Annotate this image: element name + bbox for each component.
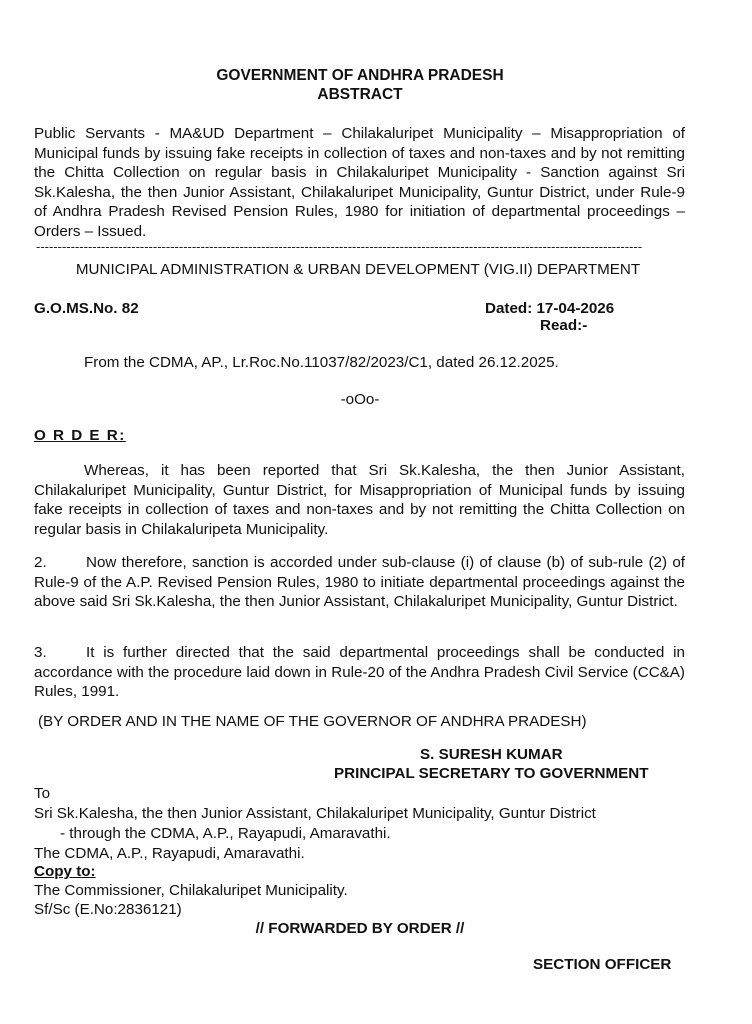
- paragraph-2-number: 2.: [34, 554, 47, 571]
- signatory-name: S. SURESH KUMAR: [420, 746, 563, 763]
- addressee-line: - through the CDMA, A.P., Rayapudi, Amaravathi.: [60, 825, 391, 842]
- section-officer: SECTION OFFICER: [533, 956, 672, 973]
- order-paragraph-3: [34, 643, 685, 702]
- abstract-body: Public Servants - MA&UD Department – Chilakaluripet Municipality – Misappropriation of Municipal funds by issuing fake receipts in collection of taxes and non-taxes and by not remitting the Chitta Collection on regular basis in Chilakaluripet Municipality - Sanction against Sri Sk.Kalesha, the then Junior Assistant, Chilakaluripet Municipality, Guntur District, under Rule-9 of Andhra Pradesh Revised Pension Rules, 1980 for initiation of departmental proceedings – Orders – Issued.: [34, 125, 685, 240]
- order-paragraph-2: [34, 553, 685, 612]
- department-heading: MUNICIPAL ADMINISTRATION & URBAN DEVELOPMENT (VIG.II) DEPARTMENT: [75, 261, 641, 278]
- copy-to-line: Sf/Sc (E.No:2836121): [34, 901, 182, 918]
- separator-line: --------------------------------------------------------------------------------------------------------------------------------------------: [36, 239, 643, 254]
- reference-line: From the CDMA, AP., Lr.Roc.No.11037/82/2023/C1, dated 26.12.2025.: [84, 354, 559, 371]
- go-date: Dated: 17-04-2026: [485, 300, 615, 317]
- copy-to-line: The Commissioner, Chilakaluripet Municipality.: [34, 882, 348, 899]
- paragraph-3-text: It is further directed that the said departmental proceedings shall be conducted in accordance with the procedure laid down in Rule-20 of the Andhra Pradesh Civil Service (CC&A) Rules, 1991.: [34, 644, 685, 701]
- read-label: Read:-: [540, 317, 588, 334]
- order-paragraph-1: [34, 461, 685, 539]
- signatory-designation: PRINCIPAL SECRETARY TO GOVERNMENT: [334, 765, 649, 782]
- forwarded-by-order: // FORWARDED BY ORDER //: [255, 920, 465, 937]
- to-label: To: [34, 785, 51, 802]
- addressee-line: The CDMA, A.P., Rayapudi, Amaravathi.: [34, 845, 305, 862]
- abstract-heading: ABSTRACT: [317, 86, 403, 103]
- paragraph-3-number: 3.: [34, 644, 47, 661]
- copy-to-label: Copy to:: [34, 863, 96, 880]
- paragraph-1-text: Whereas, it has been reported that Sri Sk.Kalesha, the then Junior Assistant, Chilakaluripet Municipality, Guntur District, for Misappropriation of Municipal funds by issuing fake receipts in collection of taxes and non-taxes and by not remitting the Chitta Collection on regular basis in Chilakaluripeta Municipality.: [34, 462, 685, 538]
- addressee-line: Sri Sk.Kalesha, the then Junior Assistant, Chilakaluripet Municipality, Guntur District: [34, 805, 596, 822]
- go-number: G.O.MS.No. 82: [34, 300, 139, 317]
- divider-ornament: -oOo-: [340, 391, 380, 408]
- order-title: O R D E R:: [34, 427, 126, 444]
- by-order-line: (BY ORDER AND IN THE NAME OF THE GOVERNOR OF ANDHRA PRADESH): [38, 713, 587, 730]
- paragraph-2-text: Now therefore, sanction is accorded under sub-clause (i) of clause (b) of sub-rule (2) of Rule-9 of the A.P. Revised Pension Rules, 1980 to initiate departmental proceedings against the above said Sri Sk.Kalesha, the then Junior Assistant, Chilakaluripet Municipality, Guntur District.: [34, 554, 685, 611]
- government-heading: GOVERNMENT OF ANDHRA PRADESH: [216, 67, 504, 84]
